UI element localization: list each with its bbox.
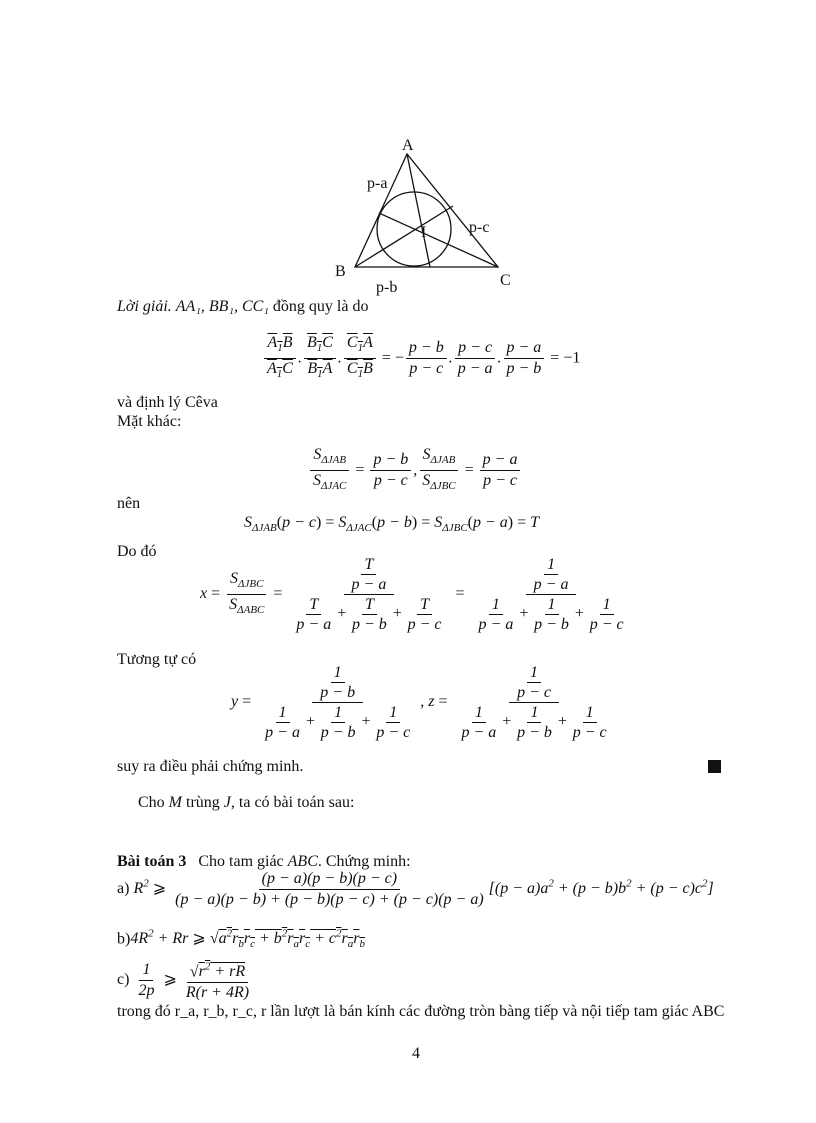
remark-m: M <box>168 794 182 811</box>
solution-intro-text: đồng quy là do <box>272 298 369 315</box>
ceva-text: và định lý Cêva <box>117 394 218 411</box>
side-pa-label: p-a <box>367 175 388 192</box>
incircle-triangle-figure <box>330 130 530 300</box>
solution-intro <box>117 297 368 317</box>
problem-title: Bài toán 3 <box>117 853 187 870</box>
yz-equation: y = $\frac{1}{p - b}$ $\frac{1}{p - a}$ + $\frac{1}{p - b}$ + $\frac{1}{p - c}$ , z = $\frac{1}{p - c}$ $\frac{1}{p - a}$ + $\frac{1}{p - b}$ + $\frac{1}{p - c}$ <box>231 664 607 741</box>
vertex-b-label: B <box>335 263 346 280</box>
remark-prefix: Cho <box>138 794 165 811</box>
other-hand-text: Mặt khác: <box>117 413 182 430</box>
area-ratio-equation: $\frac{S_{\Delta JAB}}{S_{\Delta JAC}}$ = $\frac{p - b}{p - c}$ , $\frac{S_{\Delta JAB}}{S_{\Delta JBC}}$ = $\frac{p - a}{p - c}$ <box>308 446 522 495</box>
vertex-c-label: C <box>500 272 511 289</box>
remark-line <box>138 793 354 813</box>
hence-text: nên <box>117 495 141 512</box>
similarly-text: Tương tự có <box>117 651 197 668</box>
part-c: c) $\frac{1}{2p}$ ⩾ $\frac{√r^2 + rR}{R(r + 4R)}$ <box>117 958 254 1002</box>
part-c-label: c) <box>117 970 130 988</box>
part-b-label: b) <box>117 930 131 948</box>
incenter-label: I <box>421 224 427 241</box>
problem-footer: trong đó r_a, r_b, r_c, r lần lượt là bán kính các đường tròn bàng tiếp và nội tiếp tam giác ABC <box>117 1003 725 1020</box>
problem-heading <box>117 852 411 872</box>
problem-statement: Cho tam giác <box>198 853 284 870</box>
solution-label: Lời giải. <box>117 298 172 315</box>
vertex-a-label: A <box>402 137 414 154</box>
page-number: 4 <box>412 1045 420 1062</box>
ceva-equation: $\frac{A_1B}{A_1C}$ . $\frac{B_1C}{B_1A}$ . $\frac{C_1A}{C_1B}$ = − $\frac{p - b}{p - c}$ . $\frac{p - c}{p - a}$ . $\frac{p - a}{p - b}$ = −1 <box>262 334 580 383</box>
therefore-text: Do đó <box>117 543 157 560</box>
x-equation: x = $\frac{S_{\Delta JBC}}{S_{\Delta ABC}}$ = $\frac{T}{p - a}$ $\frac{T}{p - a}$ + $\frac{T}{p - b}$ + $\frac{T}{p - c}$ = $\frac{1}{p - a}$ $\frac{1}{p - a}$ + $\frac{1}{p - b}$ + $\frac{1}{p - c}$ <box>200 556 624 633</box>
remark-suffix: , ta có bài toán sau: <box>230 794 355 811</box>
remark-j: J <box>223 794 231 811</box>
solution-intro-math: AA₁, BB₁, CC₁ <box>175 298 269 315</box>
conclusion-text: suy ra điều phải chứng minh. <box>117 758 304 775</box>
part-b: $b)4R^2 + Rr$ ⩾ $√a^2r_br_c + b^2r_ar_c + c^2r_ar_b$ <box>117 928 365 951</box>
side-pc-label: p-c <box>469 219 490 236</box>
equal-area-equation: $S_{\Delta JAB}(p - c) = S_{\Delta JAC}(p - b) = S_{\Delta JBC}(p - a) = T$ <box>244 514 540 535</box>
qed-square-icon <box>708 760 721 773</box>
cevian-aa1 <box>407 154 430 267</box>
part-a: a) $R^2$ ⩾ $\frac{(p - a)(p - b)(p - c)}{(p - a)(p - b) + (p - b)(p - c) + (p - c)(p - a)}$ $[(p - a)a^2 + (p - b)b^2 + (p - c)c^2]$ <box>117 870 714 908</box>
remark-mid: trùng <box>186 794 220 811</box>
part-a-label: a) <box>117 880 130 898</box>
problem-triangle: ABC <box>287 853 318 870</box>
problem-statement-end: . Chứng minh: <box>317 853 411 870</box>
side-pb-label: p-b <box>376 279 398 296</box>
